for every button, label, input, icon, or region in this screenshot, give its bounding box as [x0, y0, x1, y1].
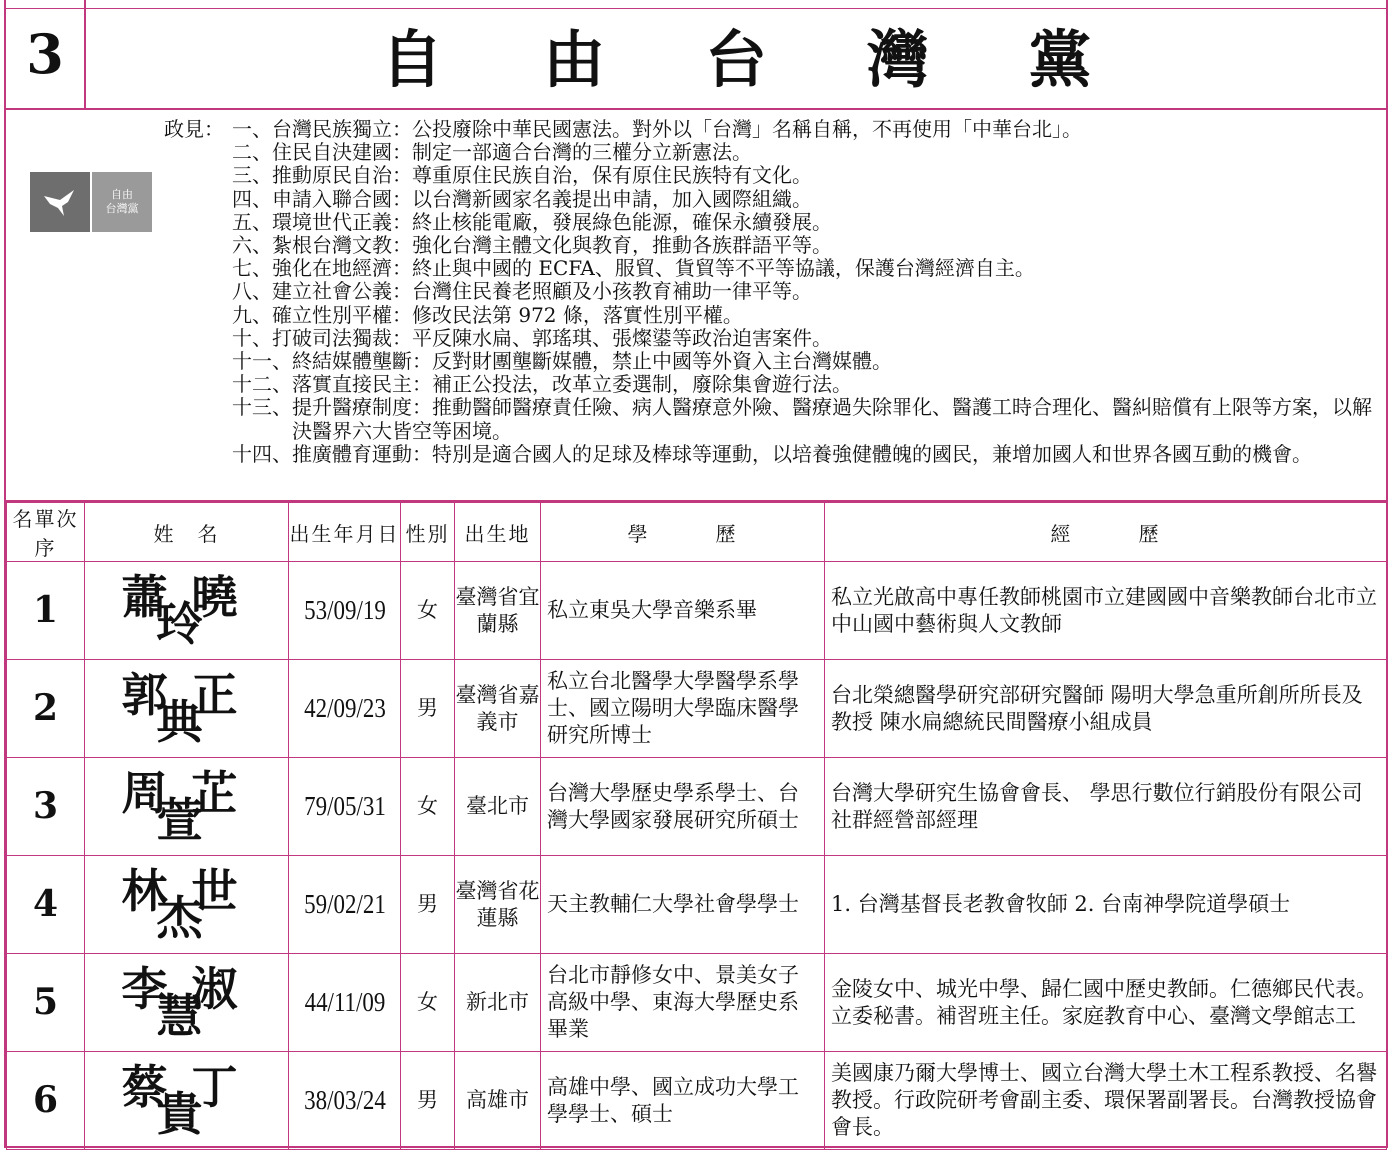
candidate-experience: 美國康乃爾大學博士、國立台灣大學土木工程系教授、名譽教授。行政院研考會副主委、環保署副署長。台灣教授協會會長。 [825, 1052, 1387, 1150]
candidate-gender: 男 [401, 1052, 455, 1150]
header-name: 姓 名 [85, 503, 289, 562]
candidate-birthplace: 臺灣省嘉義市 [455, 660, 541, 758]
candidate-dob: 44/11/09 [297, 954, 392, 1052]
candidate-experience: 1. 台灣基督長老教會牧師 2. 台南神學院道學碩士 [825, 856, 1387, 954]
candidate-name: 郭正典 [85, 660, 289, 758]
policy-item-number: 一、 [232, 117, 272, 141]
candidate-gender: 女 [401, 758, 455, 856]
policy-item [232, 234, 1376, 257]
policy-item [232, 211, 1376, 234]
candidate-gender: 男 [401, 856, 455, 954]
policy-item [232, 350, 1376, 373]
policy-section [6, 110, 1386, 502]
candidate-experience: 金陵女中、城光中學、歸仁國中歷史教師。仁德鄉民代表。立委秘書。補習班主任。家庭教育中心、臺灣文學館志工 [825, 954, 1387, 1052]
party-logo [30, 172, 154, 234]
ballot-page [4, 0, 1388, 1148]
candidate-order: 5 [7, 954, 85, 1052]
candidate-order: 3 [7, 758, 85, 856]
candidate-gender: 女 [401, 954, 455, 1052]
candidate-dob: 42/09/23 [297, 660, 392, 758]
candidate-name: 李淑慧 [85, 954, 289, 1052]
candidate-education: 天主教輔仁大學社會學學士 [541, 856, 825, 954]
table-row [7, 758, 1387, 856]
logo-text-line2: 台灣黨 [105, 202, 139, 215]
table-row [7, 954, 1387, 1052]
policy-item [232, 257, 1376, 280]
candidate-order: 1 [7, 562, 85, 660]
candidate-birthplace: 新北市 [455, 954, 541, 1052]
candidate-experience: 台灣大學研究生協會會長、 學思行數位行銷股份有限公司社群經營部經理 [825, 758, 1387, 856]
candidate-name: 蔡丁貴 [85, 1052, 289, 1150]
table-row [7, 1052, 1387, 1150]
policy-item-text: 紮根台灣文教：強化台灣主體文化與教育，推動各族群語平等。 [272, 233, 832, 258]
policy-label: 政見： [164, 117, 224, 141]
candidate-birthplace: 高雄市 [455, 1052, 541, 1150]
candidate-name: 周芷萱 [85, 758, 289, 856]
policy-item-text: 終結媒體壟斷：反對財團壟斷媒體，禁止中國等外資入主台灣媒體。 [292, 349, 892, 374]
candidate-birthplace: 臺灣省宜蘭縣 [455, 562, 541, 660]
policy-item [232, 280, 1376, 303]
policy-item-number: 七、 [232, 256, 272, 281]
policy-item-number: 六、 [232, 233, 272, 258]
logo-text [92, 172, 152, 232]
party-header [6, 0, 1386, 110]
candidate-dob: 53/09/19 [297, 562, 392, 660]
candidate-gender: 男 [401, 660, 455, 758]
candidate-experience: 私立光啟高中專任教師桃園市立建國國中音樂教師台北市立中山國中藝術與人文教師 [825, 562, 1387, 660]
policy-item [232, 443, 1376, 466]
table-row [7, 562, 1387, 660]
candidate-order: 4 [7, 856, 85, 954]
candidate-education: 台灣大學歷史學系學士、台灣大學國家發展研究所碩士 [541, 758, 825, 856]
policy-item-number: 十、 [232, 325, 272, 350]
policy-item-number: 八、 [232, 279, 272, 304]
policy-item-text: 確立性別平權：修改民法第 972 條，落實性別平權。 [272, 302, 743, 327]
party-name: 自由台灣黨 [380, 22, 1191, 96]
candidate-education: 台北市靜修女中、景美女子高級中學、東海大學歷史系畢業 [541, 954, 825, 1052]
policy-item [232, 396, 1376, 442]
header-birthplace: 出生地 [455, 503, 541, 562]
candidate-dob: 38/03/24 [297, 1052, 392, 1150]
hummingbird-icon [30, 172, 90, 232]
candidate-dob: 79/05/31 [297, 758, 392, 856]
table-row [7, 856, 1387, 954]
policy-item [232, 164, 1376, 187]
policy-item [232, 118, 1376, 141]
policy-item [232, 188, 1376, 211]
policy-item-text: 申請入聯合國：以台灣新國家名義提出申請，加入國際組織。 [272, 186, 812, 211]
candidate-table [6, 502, 1387, 1150]
candidate-birthplace: 臺北市 [455, 758, 541, 856]
policy-item-text: 提升醫療制度：推動醫師醫療責任險、病人醫療意外險、醫療過失除罪化、醫護工時合理化、醫糾賠償有上限等方案，以解決醫界六大皆空等困境。 [292, 395, 1372, 443]
policy-item-text: 打破司法獨裁：平反陳水扁、郭瑤琪、張燦鍙等政治迫害案件。 [272, 325, 832, 350]
candidate-dob: 59/02/21 [297, 856, 392, 954]
candidate-order: 2 [7, 660, 85, 758]
header-education: 學 歷 [541, 503, 825, 562]
candidate-name: 蕭曉玲 [85, 562, 289, 660]
header-gender: 性別 [401, 503, 455, 562]
policy-item-text: 推廣體育運動：特別是適合國人的足球及棒球等運動，以培養強健體魄的國民，兼增加國人和世界各國互動的機會。 [292, 441, 1312, 466]
policy-item-text: 建立社會公義：台灣住民養老照顧及小孩教育補助一律平等。 [272, 279, 812, 304]
candidate-education: 高雄中學、國立成功大學工學學士、碩士 [541, 1052, 825, 1150]
logo-text-line1: 自由 [111, 188, 133, 201]
candidate-birthplace: 臺灣省花蓮縣 [455, 856, 541, 954]
party-number: 3 [6, 0, 86, 108]
policy-item-text: 推動原民自治：尊重原住民族自治，保有原住民族特有文化。 [272, 163, 812, 188]
header-order: 名單次序 [7, 503, 85, 562]
policy-item-number: 三、 [232, 163, 272, 188]
policy-item-text: 落實直接民主：補正公投法，改革立委選制，廢除集會遊行法。 [292, 372, 852, 397]
policy-item-text: 強化在地經濟：終止與中國的 ECFA、服貿、貨貿等不平等協議，保護台灣經濟自主。 [272, 256, 1035, 281]
candidate-name: 林世杰 [85, 856, 289, 954]
policy-item [232, 141, 1376, 164]
policy-item-number: 十四、 [232, 441, 292, 466]
policy-item [232, 327, 1376, 350]
candidate-order: 6 [7, 1052, 85, 1150]
policy-item-number: 四、 [232, 186, 272, 211]
table-row [7, 660, 1387, 758]
policy-item-number: 十三、 [232, 395, 292, 420]
policy-item-number: 十二、 [232, 372, 292, 397]
policy-item [232, 304, 1376, 327]
policy-item-number: 九、 [232, 302, 272, 327]
header-dob: 出生年月日 [289, 503, 401, 562]
candidate-education: 私立台北醫學大學醫學系學士、國立陽明大學臨床醫學研究所博士 [541, 660, 825, 758]
policy-list [232, 118, 1376, 466]
candidate-education: 私立東吳大學音樂系畢 [541, 562, 825, 660]
policy-item-number: 二、 [232, 140, 272, 165]
header-experience: 經 歷 [825, 503, 1387, 562]
candidate-experience: 台北榮總醫學研究部研究醫師 陽明大學急重所創所所長及教授 陳水扁總統民間醫療小組成員 [825, 660, 1387, 758]
policy-item-text: 住民自決建國：制定一部適合台灣的三權分立新憲法。 [272, 140, 752, 165]
policy-item [232, 373, 1376, 396]
policy-item-number: 十一、 [232, 349, 292, 374]
policy-item-number: 五、 [232, 209, 272, 234]
policy-item-text: 環境世代正義：終止核能電廠，發展綠色能源，確保永續發展。 [272, 209, 832, 234]
table-header-row [7, 503, 1387, 562]
policy-item-text: 台灣民族獨立：公投廢除中華民國憲法。對外以「台灣」名稱自稱，不再使用「中華台北」。 [272, 117, 1082, 141]
candidate-gender: 女 [401, 562, 455, 660]
